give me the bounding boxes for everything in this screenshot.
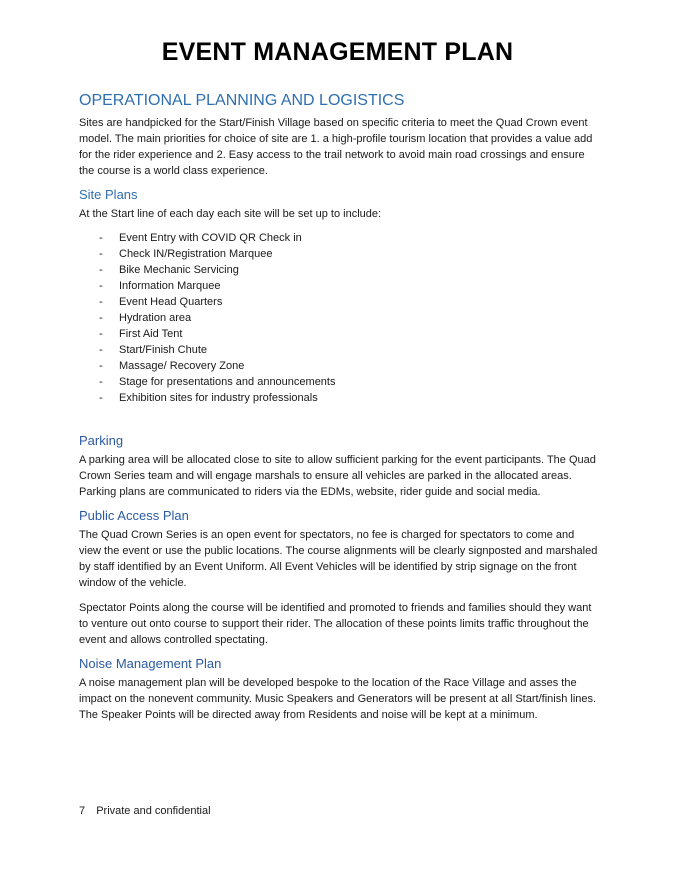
list-item: - Information Marquee bbox=[99, 280, 221, 292]
site-plans-list bbox=[79, 230, 599, 406]
parking-heading: Parking bbox=[79, 433, 124, 448]
site-plans-intro: At the Start line of each day each site will be set up to include: bbox=[79, 208, 382, 220]
list-item: - Hydration area bbox=[99, 312, 192, 324]
noise-paragraph: A noise management plan will be developed bespoke to the location of the Race Village and asses the impact on the nonevent community. Music Speakers and Generators will be present at all Start/finish lines. The Speaker Points will be directed away from Residents and noise will be kept at a minimum. bbox=[79, 677, 597, 721]
list-item: - Exhibition sites for industry professionals bbox=[99, 392, 318, 404]
public-access-paragraph-1: The Quad Crown Series is an open event for spectators, no fee is charged for spectators to come and view the event or use the public locations. The course alignments will be clearly signposted and marshaled by staff identified by an Event Uniform. All Event Vehicles will be identified by strip signage on the front window of the vehicle. bbox=[79, 529, 598, 589]
page-footer bbox=[79, 803, 211, 819]
footer-label: Private and confidential bbox=[96, 805, 211, 817]
list-item: - Event Head Quarters bbox=[99, 296, 223, 308]
section-intro-paragraph: Sites are handpicked for the Start/Finish Village based on specific criteria to meet the Quad Crown event model. The main priorities for choice of site are 1. a high-profile tourism location that provides a value add for the rider experience and 2. Easy access to the trail network to avoid main road crossings and ensure the course is a world class experience. bbox=[79, 117, 593, 177]
site-plans-heading: Site Plans bbox=[79, 187, 138, 202]
document-body bbox=[79, 90, 599, 723]
list-item: - Event Entry with COVID QR Check in bbox=[99, 232, 302, 244]
list-item: - Check IN/Registration Marquee bbox=[99, 248, 273, 260]
parking-paragraph: A parking area will be allocated close to site to allow sufficient parking for the event participants. The Quad Crown Series team and will engage marshals to ensure all vehicles are parked in the allocated areas. Parking plans are communicated to riders via the EDMs, website, rider guide and social media. bbox=[79, 454, 596, 498]
noise-heading: Noise Management Plan bbox=[79, 656, 222, 671]
list-item: - Start/Finish Chute bbox=[99, 344, 208, 356]
public-access-paragraph-2: Spectator Points along the course will be identified and promoted to friends and families should they want to venture out onto course to support their rider. The allocation of these points limits traffic throughout the event and allows controlled spectating. bbox=[79, 602, 592, 646]
section-heading: OPERATIONAL PLANNING AND LOGISTICS bbox=[79, 92, 405, 109]
public-access-heading: Public Access Plan bbox=[79, 508, 189, 523]
document-title: EVENT MANAGEMENT PLAN bbox=[161, 38, 514, 66]
list-item: - Massage/ Recovery Zone bbox=[99, 360, 245, 372]
list-item: - First Aid Tent bbox=[99, 328, 183, 340]
list-item: - Bike Mechanic Servicing bbox=[99, 264, 239, 276]
list-item: - Stage for presentations and announcements bbox=[99, 376, 336, 388]
page-number: 7 bbox=[79, 805, 86, 817]
